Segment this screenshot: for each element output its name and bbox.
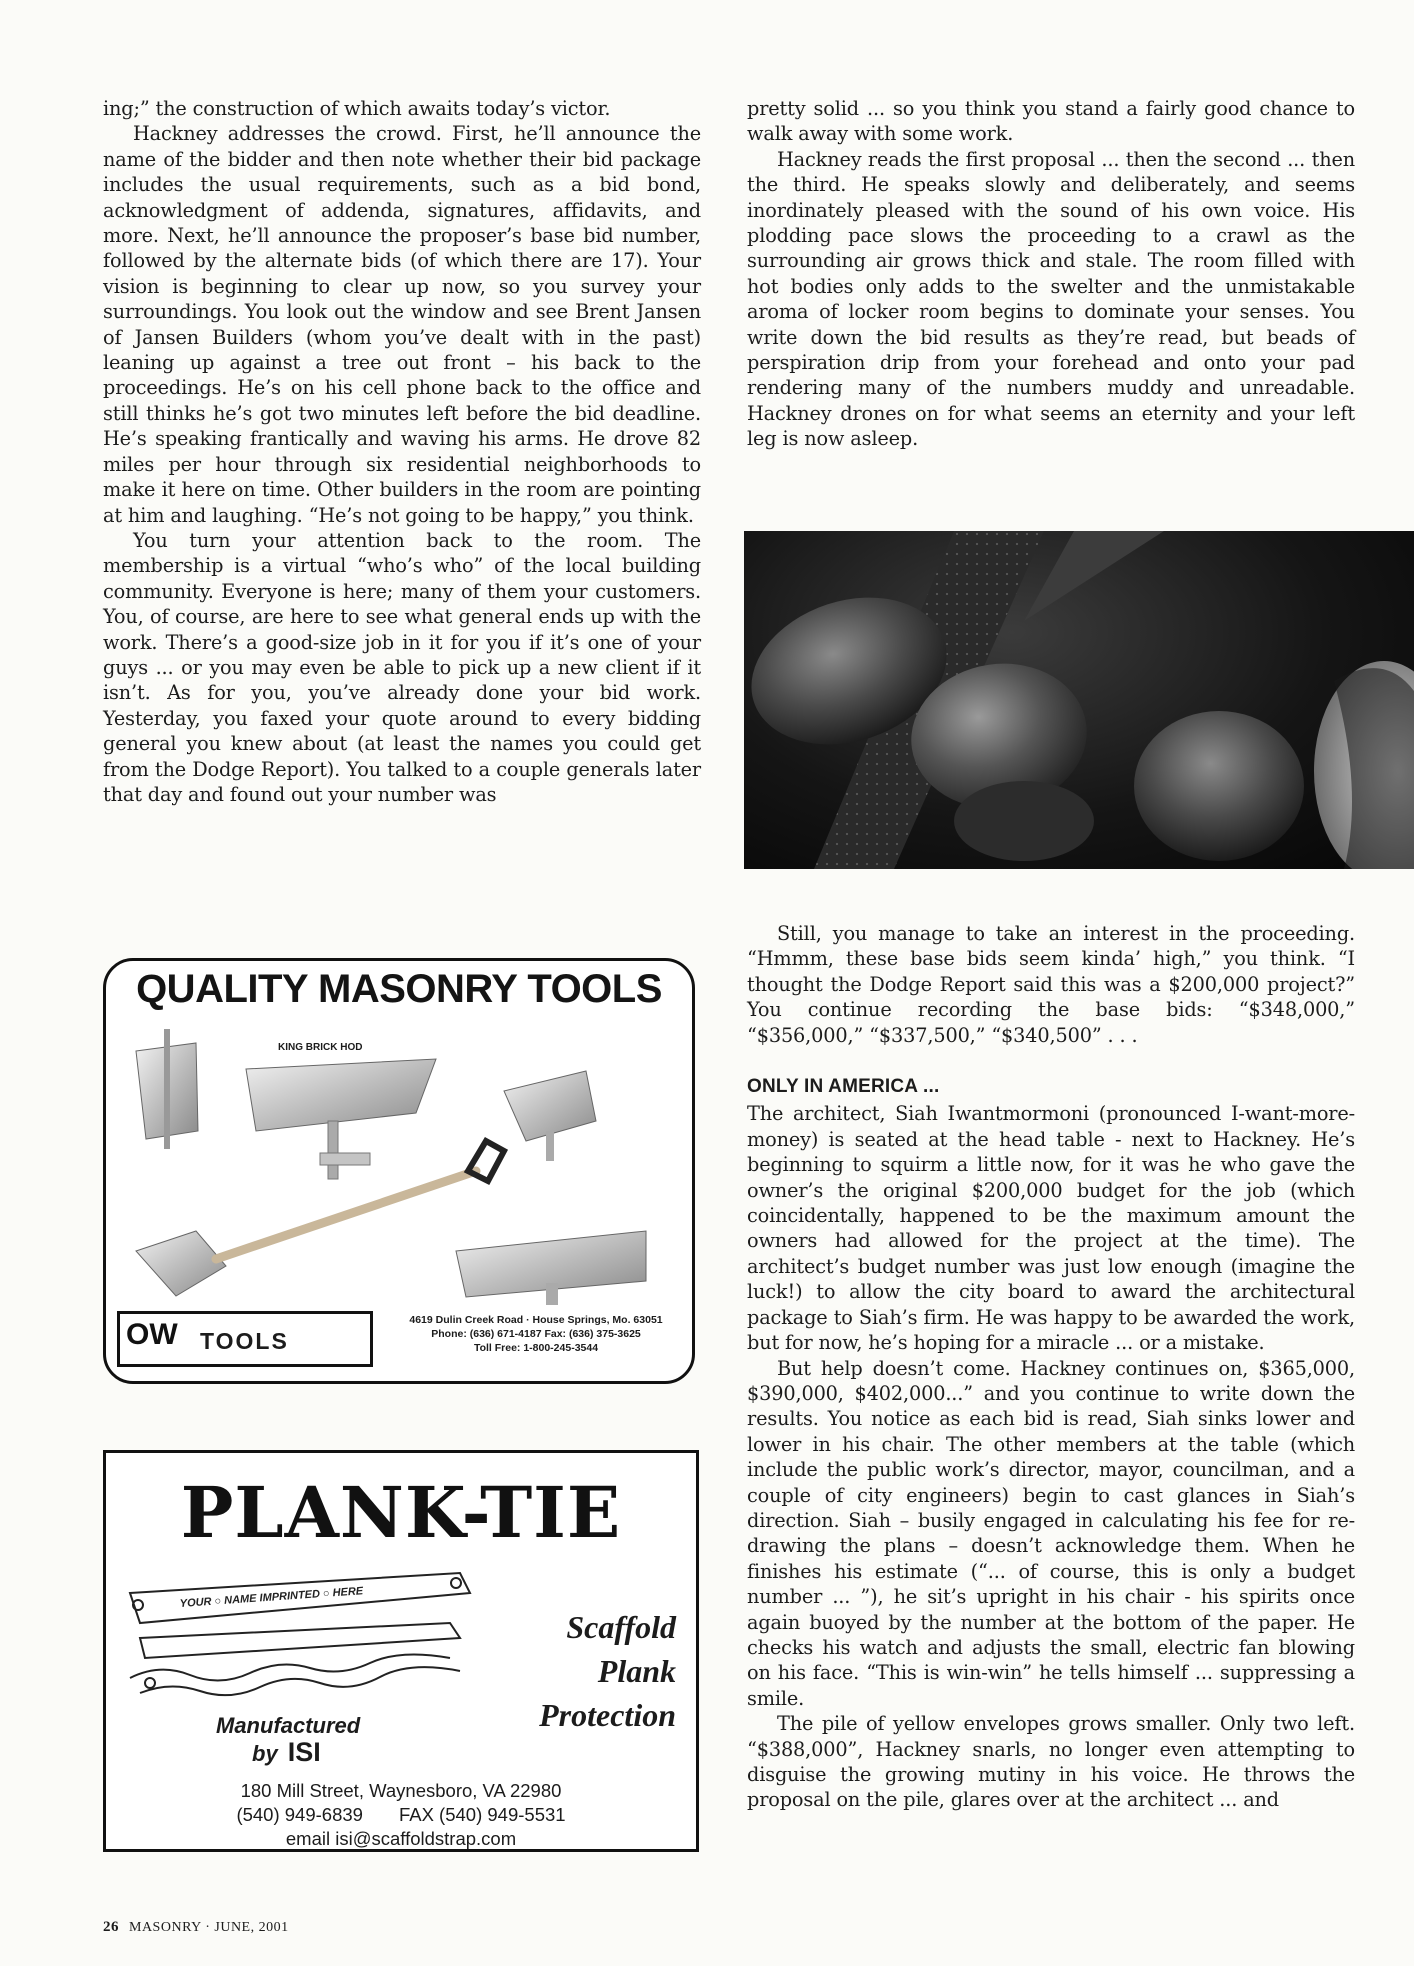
address-line: 4619 Dulin Creek Road · House Springs, Mo. 63051	[409, 1314, 663, 1326]
tagline-line: Protection	[539, 1697, 676, 1733]
email-address: email isi@scaffoldstrap.com	[285, 1828, 517, 1849]
publication-info: MASONRY · JUNE, 2001	[129, 1920, 289, 1935]
paragraph: Hackney addresses the crowd. First, he’ll announce the name of the bidder and then note whether their bid package includes the usual requirements, such as a bid bond, acknowledgment of addenda, signatures, affidavits, and more. Next, he’ll announce the proposer’s base bid number, followed by the alternate bids (of which there are 17). Your vision is beginning to clear up now, so you survey your surroundings. You look out the window and see Brent Jansen of Jansen Builders (whom you’ve dealt with in the past) leaning up against a tree out front – his back to the proceedings. He’s on his cell phone back to the office and still thinks he’s got two minutes left before the bid deadline. He’s speaking frantically and waving his arms. He drove 82 miles per hour through six residential neighborhoods to make it here on time. Other builders in the room are pointing at him and laughing. “He’s not going to be happy,” you think.	[103, 122, 701, 527]
manufacturer	[216, 1713, 360, 1767]
page-number: 26	[103, 1919, 119, 1935]
article-column-left	[103, 96, 701, 807]
paragraph: ing;” the construction of which awaits today’s victor.	[103, 97, 611, 120]
plank-tie-strap-illustration	[120, 1563, 480, 1713]
address-line: 180 Mill Street, Waynesboro, VA 22980	[240, 1780, 562, 1801]
manufactured-label: Manufactured	[216, 1713, 361, 1738]
company-address	[382, 1313, 690, 1355]
paragraph: You turn your attention back to the room. The membership is a virtual “who’s who” of the local building community. Everyone is here; many of them your customers. You, of course, are here to see what general ends up with the work. There’s a good-size job in it for you if it’s one of your guys ... or you may even be able to pick up a new client if it isn’t. As for you, you’ve already done your bid work. Yesterday, you faxed your quote around to every bidding general you knew about (at least the names you could get from the Dodge Report). You talked to a couple generals later that day and found out your number was	[103, 528, 701, 806]
advertisement-plank-tie	[103, 1450, 699, 1852]
paragraph: Hackney reads the first proposal ... then the second ... then the third. He speaks slowly and deliberately, and seems inordinately pleased with the sound of his own voice. His plodding pace slows the proceeding to a crawl as the surrounding air grows thick and stale. The room filled with hot bodies only adds to the swelter and the unmistakable aroma of locker room begins to dominate your senses. You write down the bid results as they’re read, but beads of perspiration drip from your forehead and onto your pad rendering many of the numbers muddy and unreadable. Hackney drones on for what seems an eternity and your left leg is now asleep.	[747, 147, 1355, 451]
masonry-tools-illustration	[106, 1021, 692, 1306]
phone-fax-line: Phone: (636) 671-4187 Fax: (636) 375-3625	[431, 1328, 641, 1340]
toll-free-line: Toll Free: 1-800-245-3544	[473, 1342, 599, 1354]
logo-mark: OW	[126, 1318, 178, 1351]
ad-title: PLANK-TIE	[180, 1471, 622, 1554]
advertisement-masonry-tools	[103, 958, 695, 1384]
boxing-gloves-illustration	[744, 531, 1414, 869]
paragraph: But help doesn’t come. Hackney continues on, $365,000, $390,000, $402,000...” and you continue to write down the results. You notice as each bid is read, Siah sinks lower and lower in his chair. The other members at the table (which include the public work’s director, mayor, councilman, and a couple of city engineers) begin to cast glances in Siah’s direction. Siah – busily engaged in calculating his fee for re-drawing the plans – doesn’t acknowledge them. When he finishes his estimate (“... of course, this is only a budget number ... ”), he sit’s upright in his chair - his spirits once again buoyed by the number at the bottom of the paper. He checks his watch and adjusts the small, electric fan blowing on his face. “This is win-win” he tells himself ... suppressing a smile.	[747, 1356, 1355, 1710]
product-label: KING BRICK HOD	[278, 1042, 363, 1053]
company-name: ISI	[287, 1737, 321, 1767]
tagline-line: Scaffold	[566, 1609, 676, 1645]
company-logo	[117, 1311, 373, 1367]
paragraph: Still, you manage to take an interest in the proceeding. “Hmmm, these base bids seem kinda’ high,” you think. “I thought the Dodge Report said this was a $200,000 project?” You continue recording the base bids: “$348,000,” “$356,000,” “$337,500,” “$340,500” . . .	[747, 922, 1355, 1047]
article-column-right-top	[747, 96, 1355, 452]
paragraph: The pile of yellow envelopes grows smaller. Only two left. “$388,000”, Hackney snarls, no longer even attempting to disguise the growing mutiny in his voice. He throws the proposal on the pile, glares over at the architect ... and	[747, 1712, 1355, 1812]
page-footer	[103, 1919, 289, 1936]
fax-number: FAX (540) 949-5531	[398, 1804, 566, 1825]
tagline-line: Plank	[597, 1653, 676, 1689]
ad-tagline	[486, 1605, 676, 1737]
strap-imprint-text: YOUR ○ NAME IMPRINTED ○ HERE	[179, 1585, 364, 1610]
ad-title: QUALITY MASONRY TOOLS	[136, 967, 662, 1011]
article-column-right-bottom	[747, 921, 1355, 1813]
paragraph: The architect, Siah Iwantmormoni (pronounced I-want-more-money) is seated at the head table - next to Hackney. He’s beginning to squirm a little now, for it was he who gave the owner’s the original $200,000 budget for the job (which coincidentally, happened to be the maximum amount the owners had allowed for the project at the time). The architect’s budget number was just low enough (imagine the luck!) to allow the city board to award the architectural package to Siah’s firm. He was happy to be awarded the work, but for now, he’s hoping for a miracle ... or a mistake.	[747, 1102, 1355, 1355]
logo-text: TOOLS	[200, 1328, 289, 1354]
section-heading: ONLY IN AMERICA ...	[747, 1076, 940, 1098]
contact-info	[146, 1779, 656, 1851]
paragraph: pretty solid ... so you think you stand a fairly good chance to walk away with some work.	[747, 97, 1355, 146]
boxing-gloves-photo	[744, 531, 1414, 869]
phone-number: (540) 949-6839	[236, 1804, 363, 1825]
by-label: by	[252, 1741, 278, 1766]
